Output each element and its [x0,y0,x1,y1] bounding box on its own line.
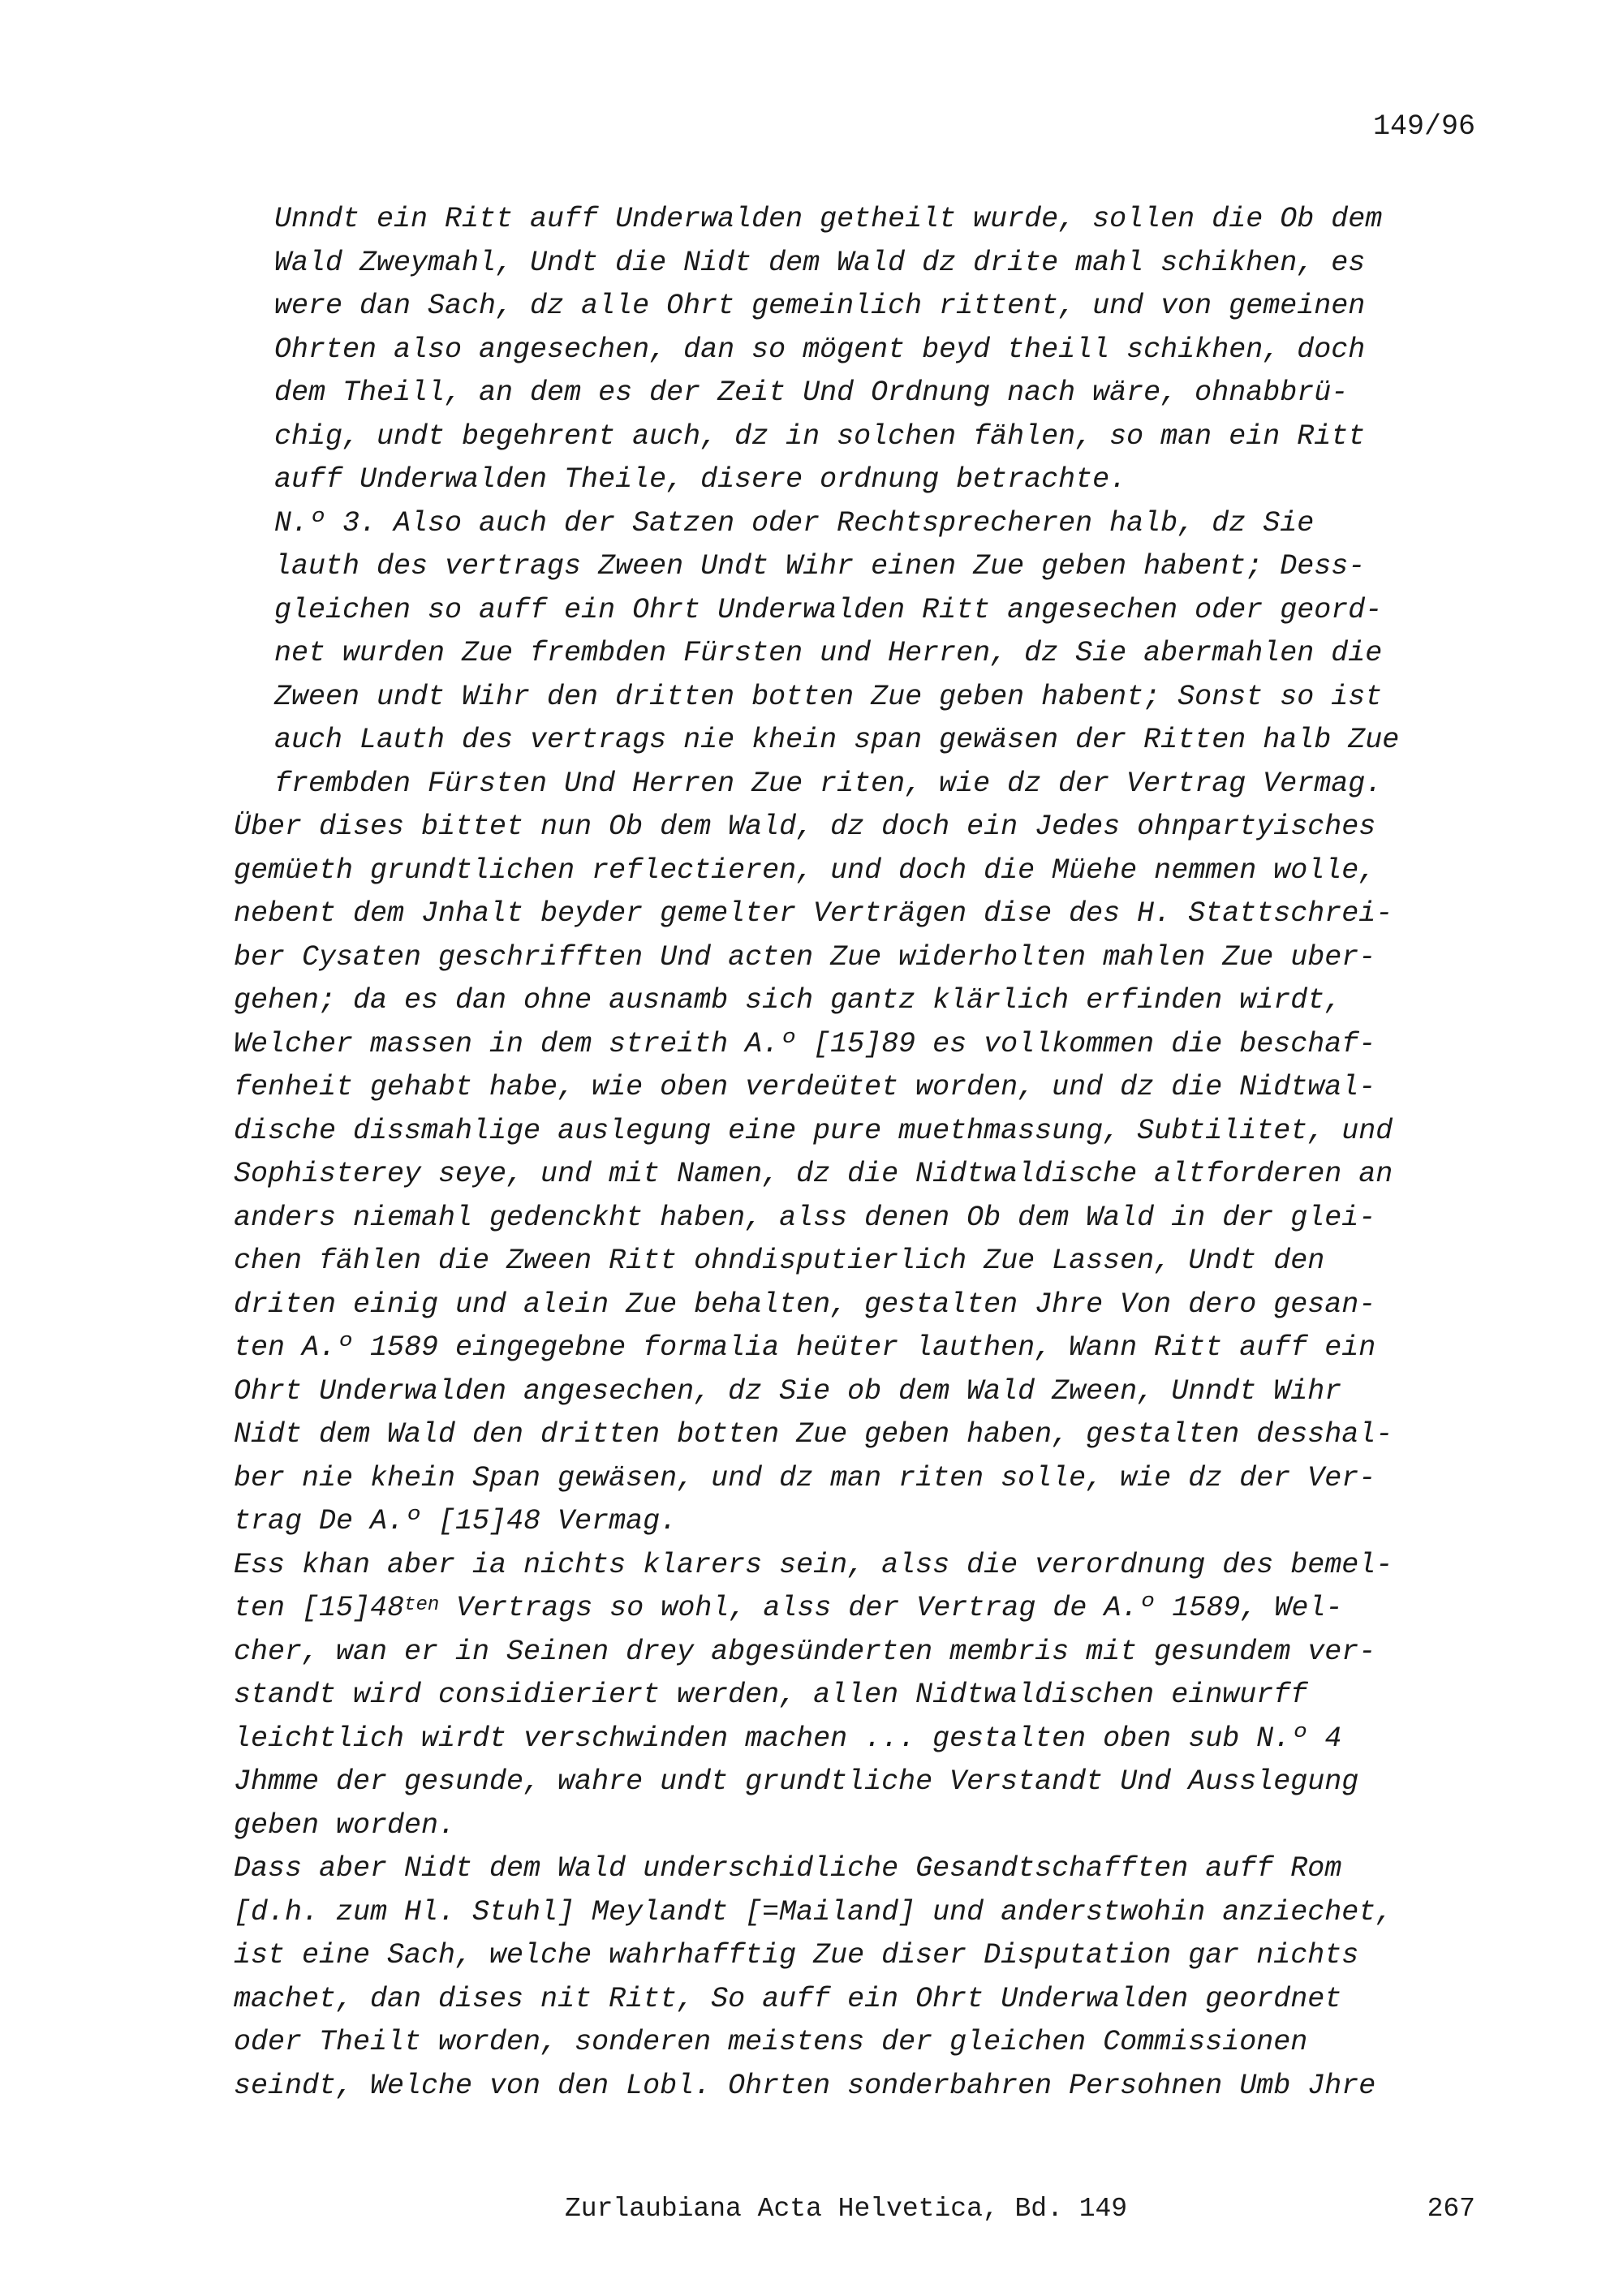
text-line [234,1587,1483,1631]
page-reference: 149/96 [1372,110,1475,143]
text-line: cher, wan er in Seinen drey abgesünderten membris mit gesundem ver- [234,1635,1376,1668]
text-line: [d.h. zum Hl. Stuhl] Meylandt [=Mailand] und anderstwohin anziechet, [234,1895,1393,1928]
text-line: auff Underwalden Theile, disere ordnung betrachte. [274,463,1127,496]
text-line: Über dises bittet nun Ob dem Wald, dz doch ein Jedes ohnpartyisches [234,810,1376,843]
text-line: ber Cysaten geschrifften Und acten Zue widerholten mahlen Zue uber- [234,940,1376,974]
document-body [234,198,1483,2108]
text-line: net wurden Zue frembden Fürsten und Herren, dz Sie abermahlen die [274,637,1383,669]
text-line: frembden Fürsten Und Herren Zue riten, wie dz der Vertrag Vermag. [274,767,1383,800]
text-segment: ten [15]48 [234,1592,405,1624]
text-line: chen fählen die Zween Ritt ohndisputierlich Zue Lassen, Undt den [234,1245,1325,1277]
footer-page-number: 267 [1427,2194,1475,2224]
text-line: Ohrt Underwalden angesechen, dz Sie ob dem Wald Zween, Unndt Wihr [234,1374,1342,1408]
text-line: anders niemahl gedenckht haben, alss denen Ob dem Wald in der glei- [234,1201,1376,1234]
text-line: oder Theilt worden, sonderen meistens der gleichen Commissionen [234,2026,1308,2058]
text-line: Welcher massen in dem streith A.º [15]89 es vollkommen die beschaf- [234,1027,1376,1060]
text-line: Jhmme der gesunde, wahre undt grundtliche Verstandt Und Ausslegung [234,1765,1359,1798]
text-line: Ohrten also angesechen, dan so mögent beyd theill schikhen, doch [274,333,1366,366]
text-line: gleichen so auff ein Ohrt Underwalden Ritt angesechen oder geord- [274,593,1383,626]
text-line: Wald Zweymahl, Undt die Nidt dem Wald dz drite mahl schikhen, es [274,246,1366,279]
text-line: lauth des vertrags Zween Undt Wihr einen Zue geben habent; Dess- [274,550,1366,583]
text-line: geben worden. [234,1808,456,1842]
superscript: ten [404,1594,440,1616]
text-line: gemüeth grundtlichen reflectieren, und doch die Müehe nemmen wolle, [234,853,1376,887]
text-line: Dass aber Nidt dem Wald underschidliche Gesandtschafften auff Rom [234,1852,1342,1885]
text-line: N.º 3. Also auch der Satzen oder Rechtsprecheren halb, dz Sie [274,506,1315,540]
text-line: dische dissmahlige auslegung eine pure muethmassung, Subtilitet, und [234,1114,1393,1147]
text-line: auch Lauth des vertrags nie khein span gewäsen der Ritten halb Zue [274,724,1400,756]
text-line: dem Theill, an dem es der Zeit Und Ordnung nach wäre, ohnabbrü- [274,376,1349,409]
text-line: ber nie khein Span gewäsen, und dz man riten solle, wie dz der Ver- [234,1461,1376,1494]
text-line: chig, undt begehrent auch, dz in solchen fählen, so man ein Ritt [274,419,1366,453]
text-line: seindt, Welche von den Lobl. Ohrten sonderbahren Persohnen Umb Jhre [234,2069,1376,2102]
text-line: ist eine Sach, welche wahrhafftig Zue diser Disputation gar nichts [234,1939,1359,1971]
text-line: ten A.º 1589 eingegebne formalia heüter lauthen, Wann Ritt auff ein [234,1331,1376,1364]
text-line: driten einig und alein Zue behalten, gestalten Jhre Von dero gesan- [234,1288,1376,1321]
text-line: nebent dem Jnhalt beyder gemelter Verträgen dise des H. Stattschrei- [234,897,1393,930]
text-line: trag De A.º [15]48 Vermag. [234,1505,678,1537]
text-line: Nidt dem Wald den dritten botten Zue geben haben, gestalten desshal- [234,1418,1393,1451]
text-line: leichtlich wirdt verschwinden machen ... gestalten oben sub N.º 4 [234,1722,1342,1755]
text-line: Sophisterey seye, und mit Namen, dz die Nidtwaldische altforderen an [234,1158,1393,1190]
footer-title: Zurlaubiana Acta Helvetica, Bd. 149 [565,2194,1128,2224]
text-line: gehen; da es dan ohne ausnamb sich gantz klärlich erfinden wirdt, [234,984,1342,1017]
text-line: Unndt ein Ritt auff Underwalden getheilt wurde, sollen die Ob dem [274,203,1383,235]
text-line: Zween undt Wihr den dritten botten Zue geben habent; Sonst so ist [274,680,1383,713]
text-line: fenheit gehabt habe, wie oben verdeütet worden, und dz die Nidtwal- [234,1071,1376,1103]
text-line: standt wird considieriert werden, allen Nidtwaldischen einwurff [234,1679,1308,1711]
text-line: machet, dan dises nit Ritt, So auff ein Ohrt Underwalden geordnet [234,1982,1342,2015]
text-line: were dan Sach, dz alle Ohrt gemeinlich rittent, und von gemeinen [274,290,1366,322]
text-segment: Vertrags so wohl, alss der Vertrag de A.º 1589, Wel- [439,1592,1343,1624]
text-line: Ess khan aber ia nichts klarers sein, alss die verordnung des bemel- [234,1548,1393,1581]
